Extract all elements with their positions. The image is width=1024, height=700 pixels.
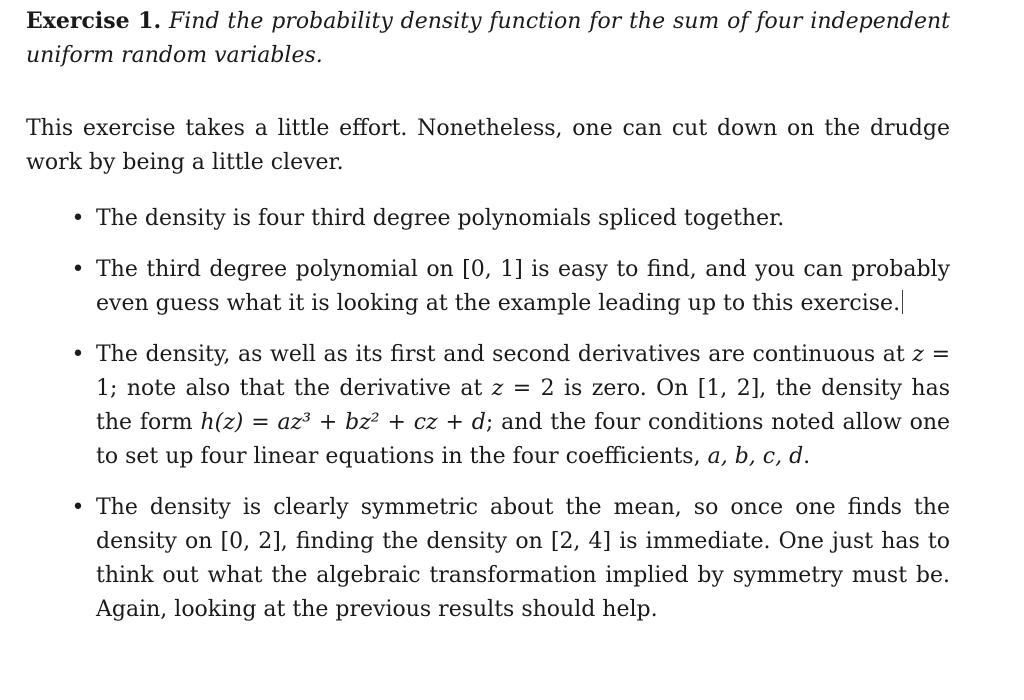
math-coefficients: a, b, c, d: [707, 444, 804, 469]
intro-paragraph: This exercise takes a little effort. Nonetheless, one can cut down on the drudge work by being a little clever.: [26, 116, 950, 175]
document-page: [26, 0, 950, 644]
hint-text-1: The density is four third degree polynomials spliced together.: [96, 206, 785, 231]
hint-text-3-part5: ; and the four conditions noted allow one to set up four linear equations in the four coefficients,: [96, 410, 951, 469]
bullet-icon: •: [71, 257, 85, 282]
math-z-1: z: [912, 342, 924, 367]
text-cursor: [902, 290, 903, 314]
hint-text-3-part2: = 1; note also that the derivative at: [96, 342, 950, 401]
exercise-label: Exercise 1.: [26, 8, 162, 34]
bullet-icon: •: [71, 495, 85, 520]
math-polynomial: az³ + bz² + cz + d: [277, 410, 486, 435]
hint-text-3-part4: =: [243, 410, 278, 435]
exercise-text: Find the probability density function for the sum of four independent uniform random variables.: [26, 9, 950, 68]
hint-item-2: [26, 253, 950, 321]
hint-text-3-part1: The density, as well as its first and second derivatives are continuous at: [96, 342, 913, 367]
hint-text-2: The third degree polynomial on [0, 1] is easy to find, and you can probably even guess what it is looking at the example leading up to this exercise.: [96, 257, 950, 316]
exercise-statement: [26, 4, 950, 73]
hint-item-3: [26, 338, 950, 474]
hint-item-4: [26, 491, 950, 627]
hint-text-4: The density is clearly symmetric about the mean, so once one finds the density on [0, 2], finding the density on [2, 4] is immediate. One just has to think out what the algebraic transformation implied by symmetry must be. Again, looking at the previous results should help.: [96, 495, 950, 622]
bullet-icon: •: [71, 342, 85, 367]
math-h-of-z: h(z): [200, 410, 244, 435]
hint-text-3-part3: = 2 is zero. On [1, 2], the density has the form: [96, 376, 950, 435]
hint-text-3-part6: .: [803, 444, 811, 469]
hint-list: [26, 202, 950, 627]
hint-item-1: [26, 202, 950, 236]
bullet-icon: •: [71, 206, 85, 231]
math-z-2: z: [491, 376, 504, 401]
